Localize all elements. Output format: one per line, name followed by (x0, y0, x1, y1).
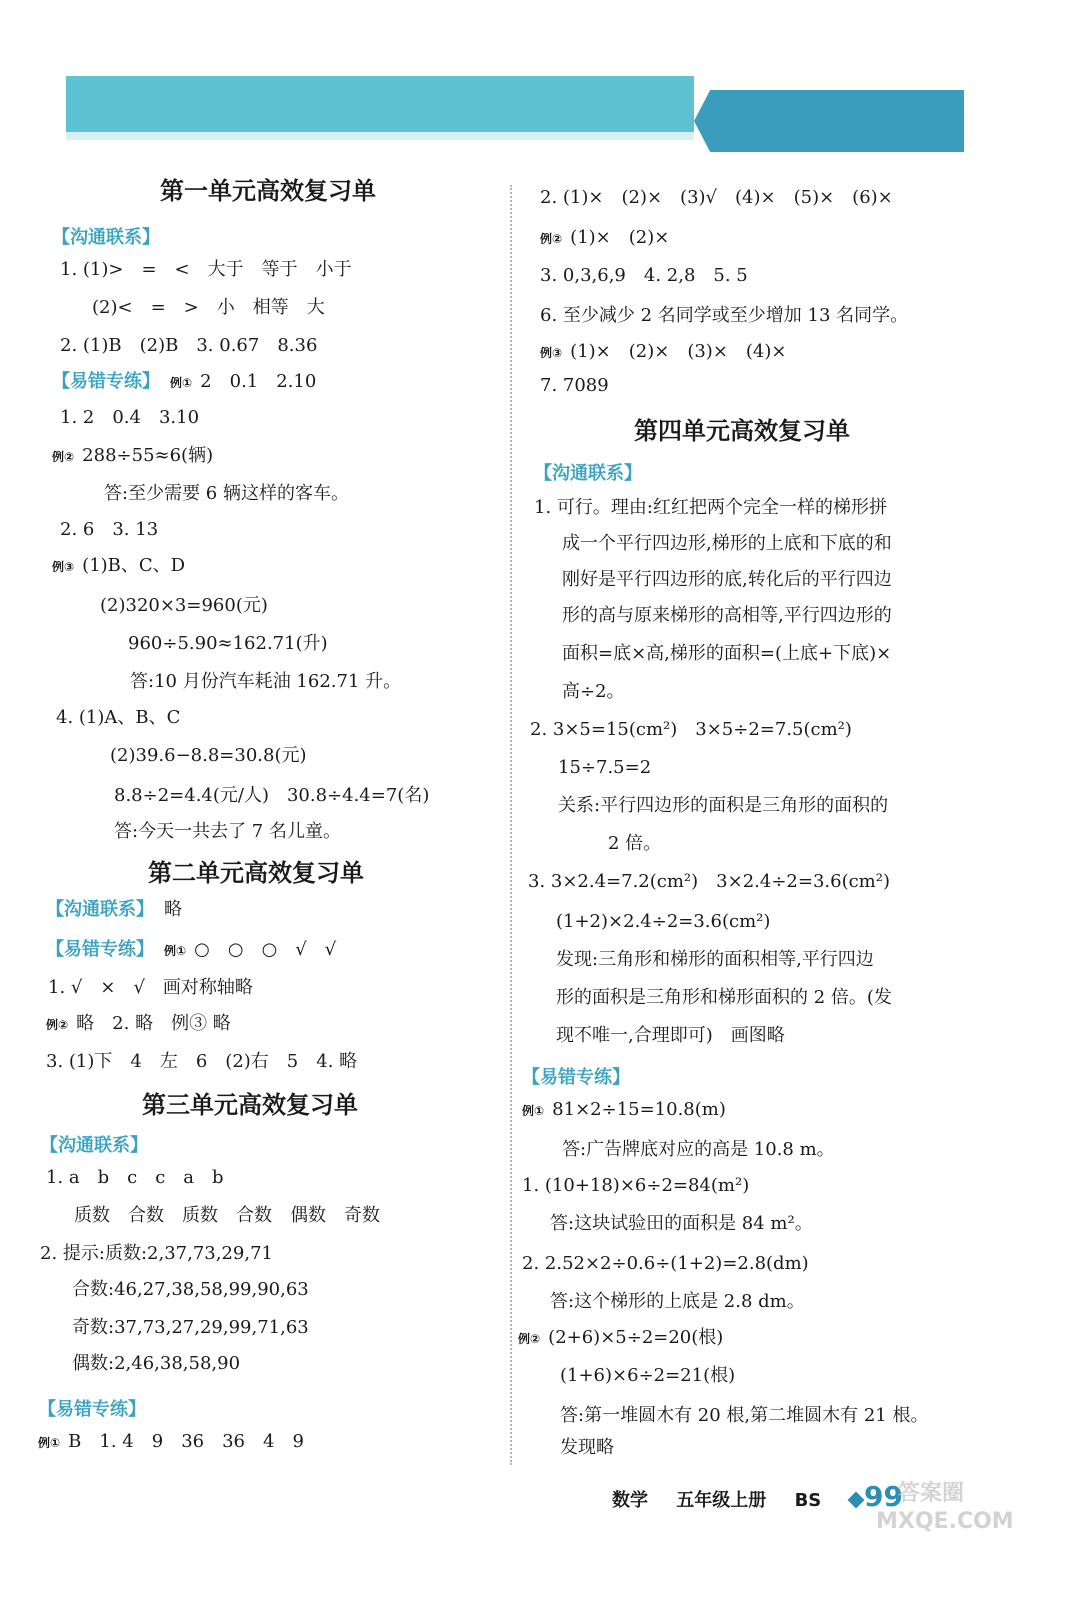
answer-line (52, 554, 185, 579)
answer-line: 现不唯一,合理即可) 画图略 (556, 1025, 785, 1046)
answer-line: (1+6)×6÷2=21(根) (560, 1365, 736, 1386)
answer-line: (2)< = > 小 相等 大 (92, 297, 325, 318)
example-label: 例② (46, 1018, 69, 1032)
page-title: 参考答案 (686, 27, 878, 67)
banner-band (66, 76, 694, 132)
answer-line: 1. (10+18)×6÷2=84(m²) (522, 1175, 750, 1196)
diamond-icon (848, 1492, 865, 1509)
answer-line: 合数:46,27,38,58,99,90,63 (72, 1279, 309, 1300)
answer-text: 288÷55≈6(辆) (82, 445, 214, 466)
answer-line: 1. √ × √ 画对称轴略 (48, 977, 253, 998)
example-label: 例② (52, 450, 75, 464)
example-label: 例① (522, 1104, 545, 1118)
answer-text: (2+6)×5÷2=20(根) (548, 1327, 724, 1348)
answer-text: 略 (164, 899, 182, 920)
answer-line (518, 1326, 723, 1351)
footer (612, 1486, 843, 1512)
answer-line: 答:第一堆圆木有 20 根,第二堆圆木有 21 根。 (560, 1405, 929, 1426)
answer-line (46, 898, 182, 922)
section-tag: 【易错专练】 (52, 371, 160, 392)
example-label: 例① (38, 1436, 61, 1450)
answer-line: 1. a b c c a b (46, 1167, 224, 1188)
section-tag: 【易错专练】 (522, 1067, 630, 1088)
answer-line: 关系:平行四边形的面积是三角形的面积的 (558, 795, 889, 816)
answer-line: 答:这块试验田的面积是 84 m²。 (550, 1213, 813, 1234)
answer-line: (2)39.6−8.8=30.8(元) (110, 745, 307, 766)
answer-line: 答:这个梯形的上底是 2.8 dm。 (550, 1291, 805, 1312)
answer-line (38, 1430, 304, 1455)
answer-line: 刚好是平行四边形的底,转化后的平行四边 (562, 569, 892, 590)
answer-text: (1)B、C、D (82, 555, 186, 576)
answer-line: 高÷2。 (562, 681, 625, 702)
answer-text: 81×2÷15=10.8(m) (552, 1099, 726, 1120)
section-title: 第三单元高效复习单 (142, 1091, 358, 1119)
answer-line (52, 444, 213, 469)
answer-line (540, 340, 787, 365)
answer-line: 2. 2.52×2÷0.6÷(1+2)=2.8(dm) (522, 1253, 809, 1274)
section-tag: 【易错专练】 (38, 1399, 146, 1420)
answer-line (46, 938, 336, 963)
section-tag: 【沟通联系】 (534, 463, 642, 484)
watermark: 答案圈 MXQE.COM (876, 1481, 1014, 1534)
answer-line: (1+2)×2.4÷2=3.6(cm²) (556, 911, 771, 932)
answer-line: 2. (1)× (2)× (3)√ (4)× (5)× (6)× (540, 187, 893, 208)
answer-line: 答:10 月份汽车耗油 162.71 升。 (130, 671, 402, 692)
answer-line: 7. 7089 (540, 375, 609, 396)
answer-line: 形的高与原来梯形的高相等,平行四边形的 (562, 605, 892, 626)
answer-line: 3. 3×2.4=7.2(cm²) 3×2.4÷2=3.6(cm²) (528, 871, 890, 892)
answer-line: 形的面积是三角形和梯形面积的 2 倍。(发 (556, 987, 892, 1008)
example-label: 例① (164, 944, 187, 958)
section-title: 第四单元高效复习单 (634, 417, 850, 445)
banner-strip (66, 132, 694, 140)
answer-line: 2. 3×5=15(cm²) 3×5÷2=7.5(cm²) (530, 719, 852, 740)
footer-edition: BS (794, 1490, 822, 1511)
answer-line: 1. 2 0.4 3.10 (60, 407, 200, 428)
answer-line: 偶数:2,46,38,58,90 (72, 1353, 241, 1374)
answer-line: 答:广告牌底对应的高是 10.8 m。 (562, 1139, 835, 1160)
section-tag: 【沟通联系】 (52, 227, 160, 248)
answer-line: 1. (1)> = < 大于 等于 小于 (60, 259, 352, 280)
example-label: 例② (518, 1332, 541, 1346)
answer-line: 6. 至少减少 2 名同学或至少增加 13 名同学。 (540, 305, 909, 326)
answer-text: (1)× (2)× (3)× (4)× (570, 341, 787, 362)
answer-line: 15÷7.5=2 (558, 757, 652, 778)
answer-line: 答:至少需要 6 辆这样的客车。 (104, 483, 349, 504)
answer-line (52, 370, 316, 395)
section-title: 第二单元高效复习单 (148, 859, 364, 887)
answer-line: 2. 6 3. 13 (60, 519, 159, 540)
header-banner (66, 76, 964, 152)
section-tag: 【易错专练】 (46, 939, 154, 960)
answer-line: 2. 提示:质数:2,37,73,29,71 (40, 1243, 273, 1264)
section-tag: 【沟通联系】 (46, 899, 154, 920)
banner-title-plate (694, 90, 964, 152)
page-number: 99 (864, 1480, 903, 1513)
answer-text: B 1. 4 9 36 36 4 9 (68, 1431, 304, 1452)
footer-subject: 数学 (612, 1490, 648, 1511)
answer-line: 960÷5.90≈162.71(升) (128, 633, 328, 654)
answer-line (540, 226, 669, 251)
example-label: 例③ (540, 346, 563, 360)
answer-line: 质数 合数 质数 合数 偶数 奇数 (74, 1205, 380, 1226)
answer-line: 3. (1)下 4 左 6 (2)右 5 4. 略 (46, 1051, 358, 1072)
answer-line: 3. 0,3,6,9 4. 2,8 5. 5 (540, 265, 748, 286)
answer-text: 略 2. 略 例③ 略 (76, 1013, 231, 1034)
answer-text: (1)× (2)× (570, 227, 670, 248)
section-title: 第一单元高效复习单 (160, 177, 376, 205)
answer-line (522, 1098, 726, 1123)
answer-line: 发现略 (560, 1437, 614, 1458)
answer-line: 奇数:37,73,27,29,99,71,63 (72, 1317, 309, 1338)
footer-grade: 五年级上册 (676, 1490, 767, 1511)
answer-text: ○ ○ ○ √ √ (194, 939, 337, 960)
section-tag: 【沟通联系】 (40, 1135, 148, 1156)
answer-line: (2)320×3=960(元) (100, 595, 268, 616)
example-label: 例② (540, 232, 563, 246)
answer-line: 1. 可行。理由:红红把两个完全一样的梯形拼 (534, 497, 887, 518)
answer-line: 8.8÷2=4.4(元/人) 30.8÷4.4=7(名) (114, 785, 430, 806)
example-label: 例③ (52, 560, 75, 574)
answer-line: 2. (1)B (2)B 3. 0.67 8.36 (60, 335, 318, 356)
answer-line (46, 1012, 231, 1037)
answer-text: 2 0.1 2.10 (200, 371, 317, 392)
answer-line: 发现:三角形和梯形的面积相等,平行四边 (556, 949, 874, 970)
answer-line: 4. (1)A、B、C (56, 707, 181, 728)
example-label: 例① (170, 376, 193, 390)
column-divider (510, 185, 512, 1465)
answer-line: 2 倍。 (608, 833, 662, 854)
answer-line: 答:今天一共去了 7 名儿童。 (114, 821, 341, 842)
answer-line: 成一个平行四边形,梯形的上底和下底的和 (562, 533, 892, 554)
answer-line: 面积=底×高,梯形的面积=(上底+下底)× (562, 643, 892, 664)
